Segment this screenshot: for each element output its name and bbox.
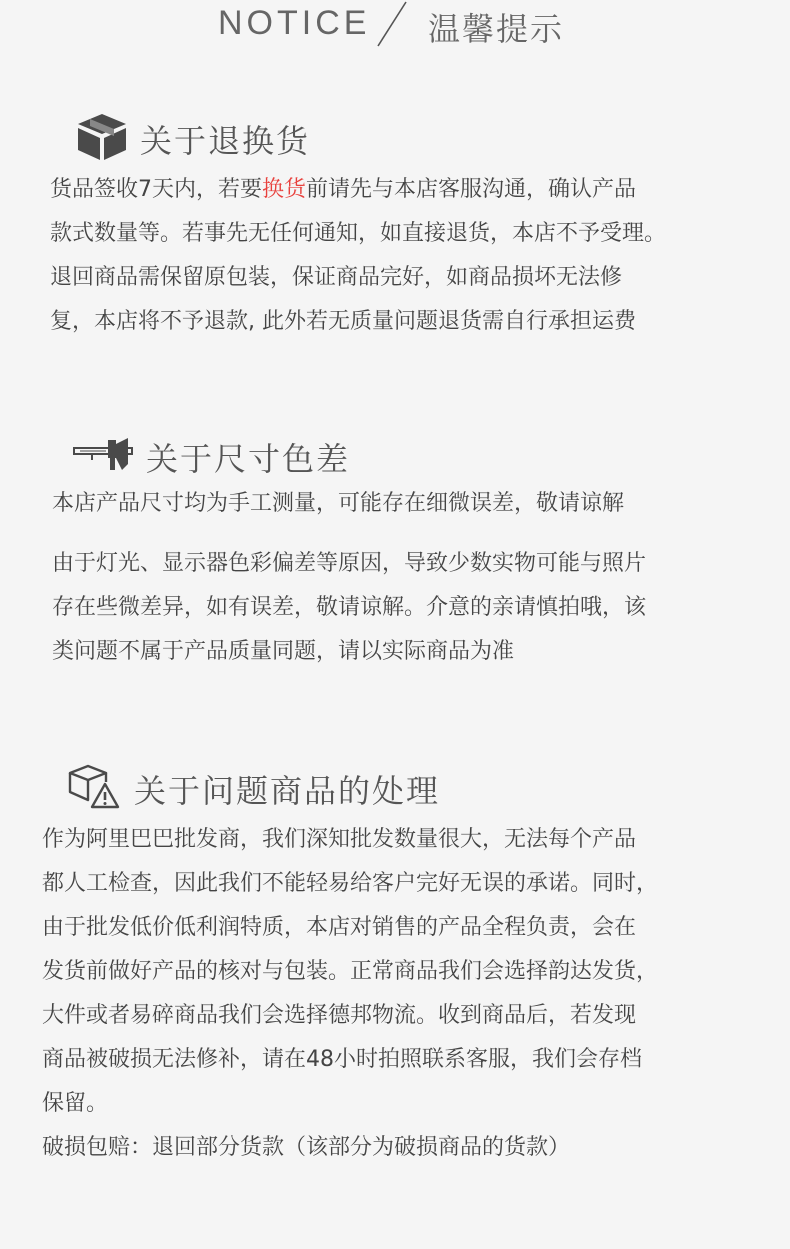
damage-compensation-line: 破损包赔：退回部分货款（该部分为破损商品的货款） [42,1135,571,1160]
notice-title-cn: 温馨提示 [428,10,565,48]
notice-header [0,0,790,50]
returns-line: 退回商品需保留原包装，保证商品完好，如商品损坏无法修 [50,265,623,290]
problem-line: 保留。 [42,1091,109,1116]
box-icon [76,112,128,162]
damaged-box-warning-icon [68,764,120,810]
size-note [52,482,624,526]
problem-line: 发货前做好产品的核对与包装。正常商品我们会选择韵达发货， [42,959,659,984]
problem-line: 作为阿里巴巴批发商，我们深知批发数量很大，无法每个产品 [42,827,637,852]
color-line: 由于灯光、显示器色彩偏差等原因，导致少数实物可能与照片 [52,551,647,576]
exchange-highlight: 换货 [262,177,307,202]
divider-slash [372,0,412,50]
returns-line: 复，本店将不予退款, 此外若无质量问题退货需自行承担运费 [50,309,636,334]
section-title-returns: 关于退换货 [140,122,311,160]
problem-line: 大件或者易碎商品我们会选择德邦物流。收到商品后，若发现 [42,1003,637,1028]
section-title-size-color: 关于尺寸色差 [146,440,351,478]
problem-line: 商品被破损无法修补，请在48小时拍照联系客服，我们会存档 [42,1047,642,1072]
notice-title-en: NOTICE [218,4,371,42]
color-line: 存在些微差异，如有误差，敬请谅解。介意的亲请慎拍哦，该 [52,595,647,620]
returns-line: 款式数量等。若事先无任何通知，如直接退货，本店不予受理。 [50,221,667,246]
color-line: 类问题不属于产品质量同题，请以实际商品为准 [52,639,515,664]
problem-line: 由于批发低价低利润特质，本店对销售的产品全程负责，会在 [42,915,637,940]
caliper-icon [72,434,134,474]
section-title-problem-goods: 关于问题商品的处理 [134,772,441,810]
returns-line-1: 货品签收7天内，若要换货前请先与本店客服沟通，确认产品 [50,177,637,202]
color-paragraph [52,542,646,674]
returns-paragraph [50,168,666,344]
problem-line: 都人工检查，因此我们不能轻易给客户完好无误的承诺。同时， [42,871,659,896]
problem-goods-paragraph [42,818,658,1170]
size-line: 本店产品尺寸均为手工测量，可能存在细微误差，敬请谅解 [52,491,625,516]
